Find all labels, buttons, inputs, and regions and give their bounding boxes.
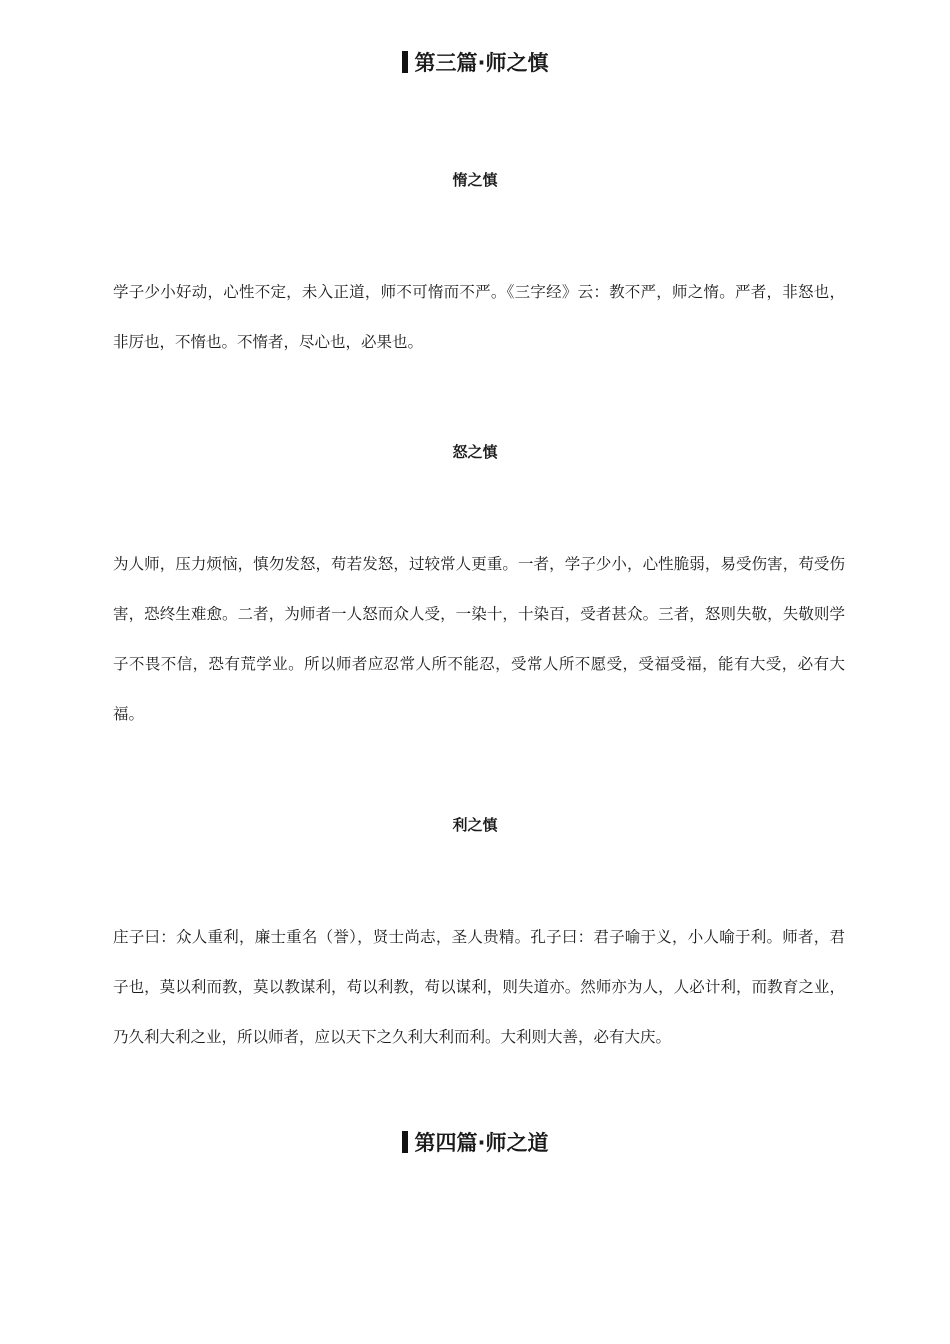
section-heading-profit: 利之慎 xyxy=(452,816,498,834)
chapter-3-title xyxy=(0,48,950,78)
chapter-4-title-text: 第四篇·师之道 xyxy=(414,1131,549,1155)
heading-bar-icon xyxy=(402,51,408,73)
section-body-anger: 为人师，压力烦恼，慎勿发怒，苟若发怒，过较常人更重。一者，学子少小，心性脆弱，易受伤害，苟受伤害，恐终生难愈。二者，为师者一人怒而众人受，一染十，十染百，受者甚众。三者，怒则失敬，失敬则学子不畏不信，恐有荒学业。所以师者应忍常人所不能忍，受常人所不愿受，受福受福，能有大受，必有大福。 xyxy=(113,555,845,723)
section-body-profit: 庄子曰：众人重利，廉士重名（誉），贤士尚志，圣人贵精。孔子曰：君子喻于义，小人喻于利。师者，君子也，莫以利而教，莫以教谋利，苟以利教，苟以谋利，则失道亦。然师亦为人，人必计利，而教育之业，乃久利大利之业，所以师者，应以天下之久利大利而利。大利则大善，必有大庆。 xyxy=(113,928,845,1046)
chapter-3-title-text: 第三篇·师之慎 xyxy=(414,51,549,75)
heading-bar-icon xyxy=(402,1131,408,1153)
section-heading-laziness: 惰之慎 xyxy=(452,171,498,189)
section-heading-anger: 怒之慎 xyxy=(452,443,498,461)
section-body-laziness: 学子少小好动，心性不定，未入正道，师不可惰而不严。《三字经》云：教不严，师之惰。严者，非怒也，非厉也，不惰也。不惰者，尽心也，必果也。 xyxy=(113,283,845,351)
chapter-4-title xyxy=(0,1128,950,1158)
